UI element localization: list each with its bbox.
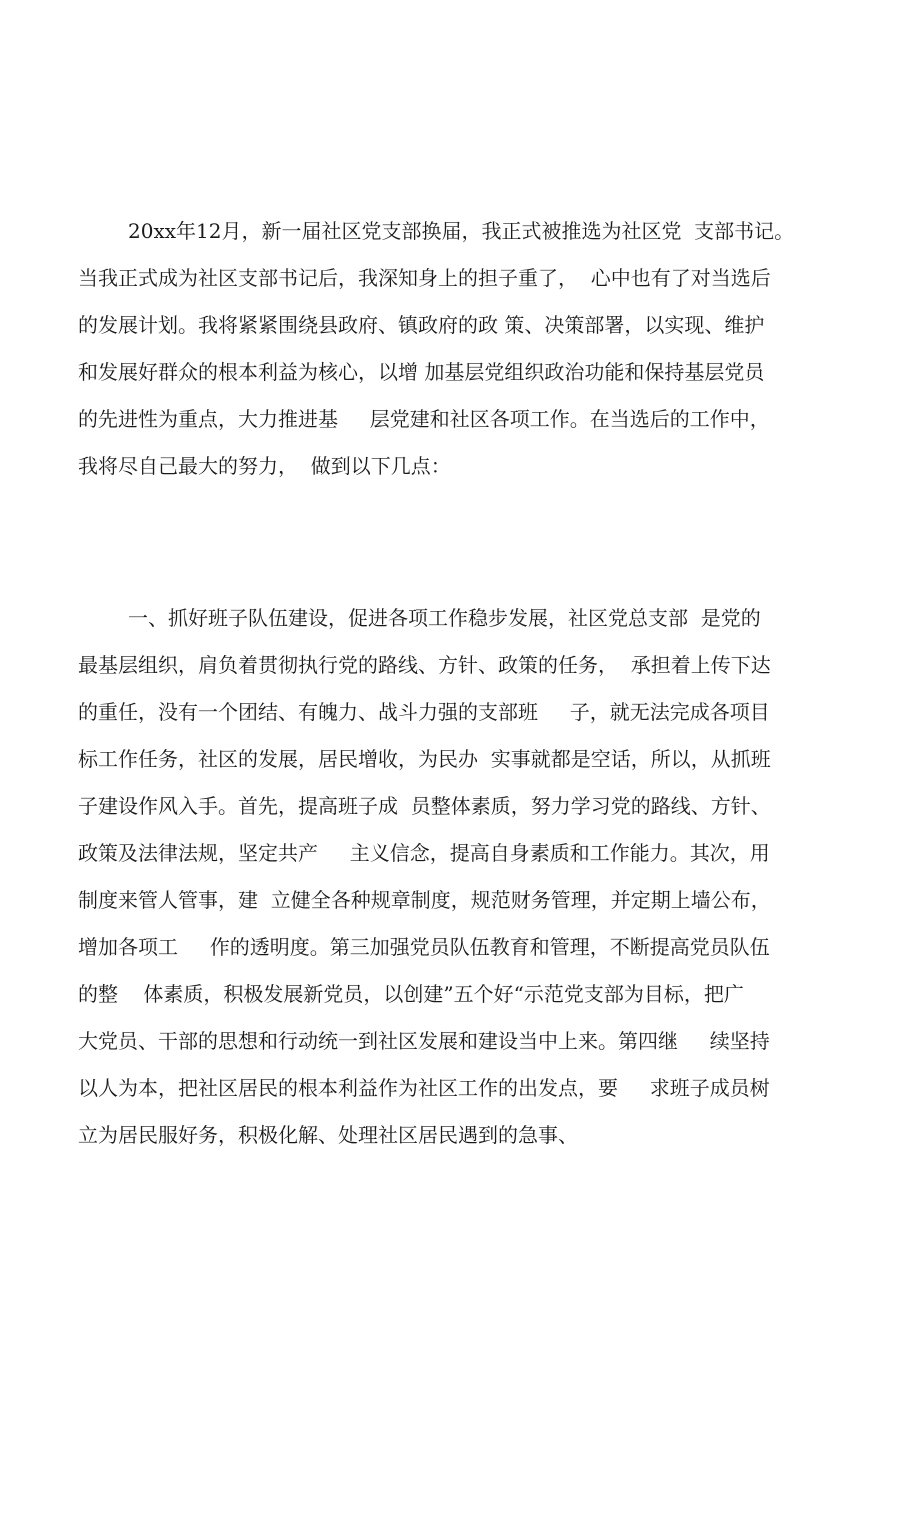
paragraph-line: 政策及法律法规，坚定共产 主义信念，提高自身素质和工作能力。其次，用 — [78, 841, 770, 865]
paragraph-line: 的整 体素质，积极发展新党员，以创建”五个好“示范党支部为目标，把广 — [78, 982, 744, 1006]
paragraph-line: 以人为本，把社区居民的根本利益作为社区工作的出发点，要 求班子成员树 — [78, 1076, 770, 1100]
paragraph-line: 最基层组织，肩负着贯彻执行党的路线、方针、政策的任务， 承担着上传下达 — [78, 653, 771, 677]
paragraph-line: 20xx年12月，新一届社区党支部换届，我正式被推选为社区党 支部书记。 — [128, 219, 795, 243]
paragraph-line: 标工作任务，社区的发展，居民增收，为民办 实事就都是空话，所以，从抓班 — [78, 747, 771, 771]
paragraph-line: 的发展计划。我将紧紧围绕县政府、镇政府的政 策、决策部署，以实现、维护 — [78, 313, 765, 337]
paragraph-line: 制度来管人管事，建 立健全各种规章制度，规范财务管理，并定期上墙公布， — [78, 888, 771, 912]
paragraph-line: 和发展好群众的根本利益为核心，以增 加基层党组织政治功能和保持基层党员 — [78, 360, 765, 384]
paragraph-line: 大党员、干部的思想和行动统一到社区发展和建设当中上来。第四继 续坚持 — [78, 1029, 770, 1053]
paragraph-line: 当我正式成为社区支部书记后，我深知身上的担子重了， 心中也有了对当选后 — [78, 266, 771, 290]
paragraph-line: 立为居民服好务，积极化解、处理社区居民遇到的急事、 — [78, 1123, 578, 1147]
paragraph-line: 的重任，没有一个团结、有魄力、战斗力强的支部班 子，就无法完成各项目 — [78, 700, 770, 724]
paragraph-line: 的先进性为重点，大力推进基 层党建和社区各项工作。在当选后的工作中， — [78, 407, 770, 431]
paragraph-line: 增加各项工 作的透明度。第三加强党员队伍教育和管理，不断提高党员队伍 — [78, 935, 770, 959]
paragraph-line: 我将尽自己最大的努力， 做到以下几点： — [78, 454, 451, 478]
paragraph-line: 子建设作风入手。首先，提高班子成 员整体素质，努力学习党的路线、方针、 — [78, 794, 771, 818]
paragraph-line: 一、抓好班子队伍建设，促进各项工作稳步发展，社区党总支部 是党的 — [128, 606, 761, 630]
